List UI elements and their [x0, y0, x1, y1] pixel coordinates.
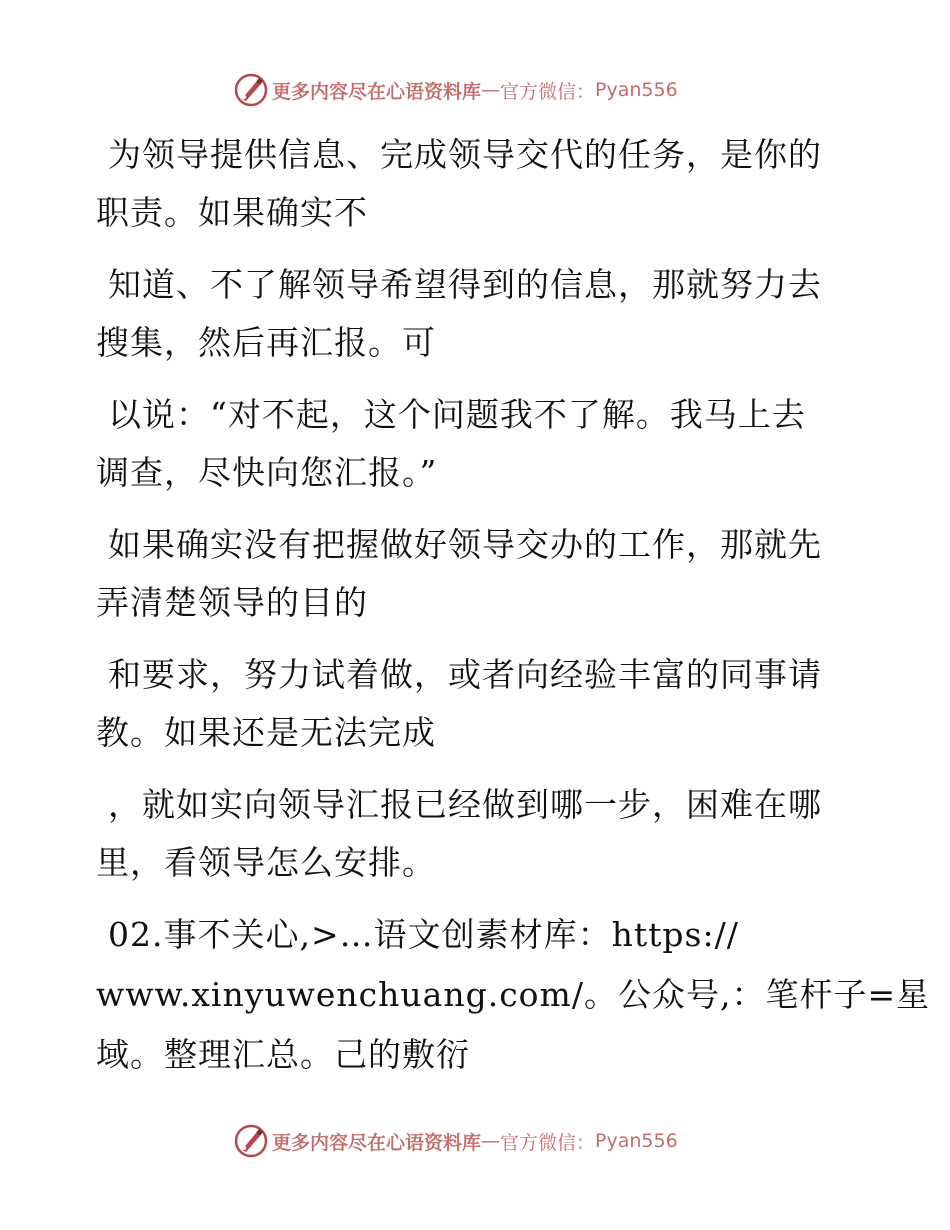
- text-line: 弄清楚领导的目的: [96, 583, 368, 622]
- text-line: 教。如果还是无法完成: [96, 713, 436, 752]
- footer-banner: [234, 1121, 734, 1161]
- text-line: www.xinyuwenchuang.com/。公众号,：笔杆子=星: [96, 975, 931, 1014]
- paragraph: [96, 776, 836, 892]
- paragraph: [96, 126, 836, 242]
- banner-wechat-id: Pyan556: [595, 1130, 678, 1152]
- paragraph: [96, 516, 836, 632]
- banner-title: 更多内容尽在心语资料库: [272, 1131, 482, 1154]
- text-line: 里，看领导怎么安排。: [96, 843, 436, 882]
- text-line: 和要求，努力试着做，或者向经验丰富的同事请: [108, 655, 822, 694]
- banner-official-label: 官方微信：: [500, 1131, 596, 1154]
- banner-dash: —: [481, 79, 501, 101]
- banner-title: 更多内容尽在心语资料库: [272, 80, 482, 103]
- paragraph: [96, 646, 836, 762]
- text-line: 调查，尽快向您汇报。”: [96, 453, 438, 492]
- document-body: [96, 126, 931, 1086]
- text-line: 以说：“对不起，这个问题我不了解。我马上去: [108, 395, 806, 434]
- text-line: 知道、不了解领导希望得到的信息，那就努力去: [108, 265, 822, 304]
- paragraph: [96, 386, 836, 502]
- text-line: 如果确实没有把握做好领导交办的工作，那就先: [108, 525, 822, 564]
- banner-official-label: 官方微信：: [500, 80, 596, 103]
- paragraph: [96, 256, 836, 372]
- text-line: 搜集，然后再汇报。可: [96, 323, 436, 362]
- text-line: 02.事不关心,>…语文创素材库：https://: [108, 915, 739, 954]
- header-banner: [234, 70, 734, 110]
- pen-logo-icon: [234, 73, 268, 107]
- pen-logo-icon: [234, 1124, 268, 1158]
- text-line: 为领导提供信息、完成领导交代的任务，是你的: [108, 135, 822, 174]
- text-line: 域。整理汇总。己的敷衍: [96, 1035, 470, 1074]
- text-line: ，就如实向领导汇报已经做到哪一步，困难在哪: [108, 785, 822, 824]
- text-line: 职责。如果确实不: [96, 193, 368, 232]
- banner-dash: —: [481, 1130, 501, 1152]
- banner-wechat-id: Pyan556: [595, 79, 678, 101]
- paragraph: [96, 906, 931, 1086]
